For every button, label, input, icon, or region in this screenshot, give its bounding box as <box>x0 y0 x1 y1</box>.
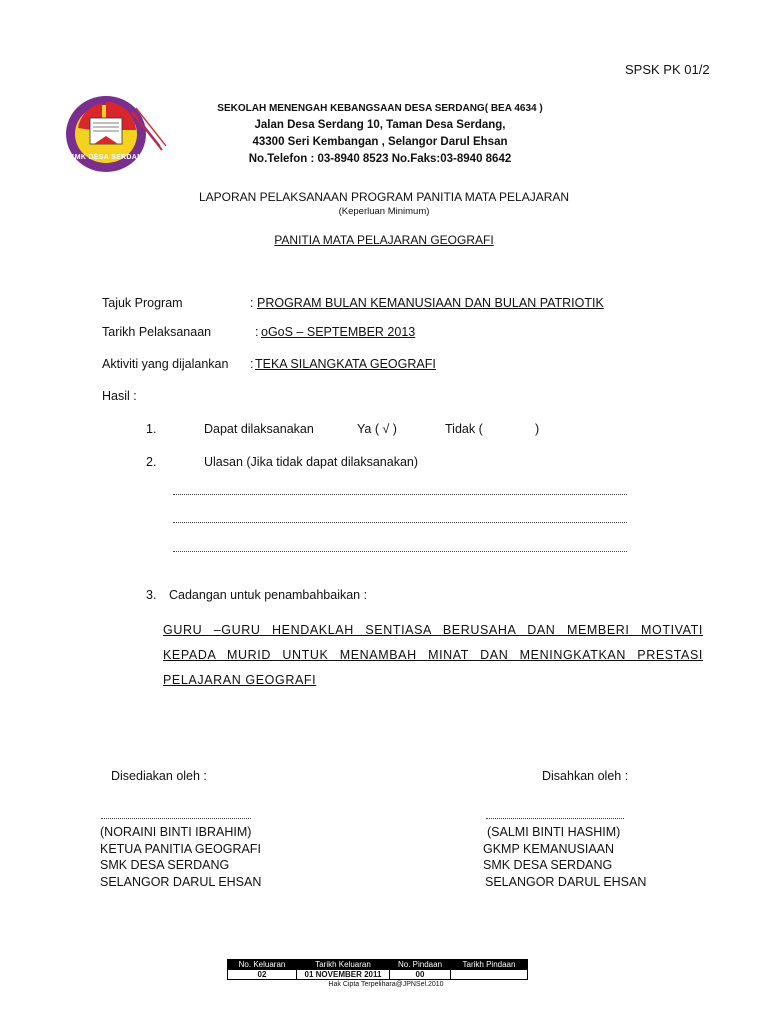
approved-by-heading: Disahkan oleh : <box>542 769 629 783</box>
item3-label: Cadangan untuk penambahbaikan : <box>169 588 368 602</box>
item1-label: Dapat dilaksanakan <box>204 422 314 436</box>
school-logo-emblem <box>62 92 166 176</box>
approved-state: SELANGOR DARUL EHSAN <box>485 874 647 889</box>
program-value: PROGRAM BULAN KEMANUSIAAN DAN BULAN PATRIOTIK <box>257 296 604 310</box>
approved-position: GKMP KEMANUSIAAN <box>483 841 615 856</box>
panitia-title: PANITIA MATA PELAJARAN GEOGRAFI <box>274 233 494 247</box>
cadangan-text: GURU –GURU HENDAKLAH SENTIASA BERUSAHA DAN MEMBERI MOTIVATI KEPADA MURID UNTUK MENAMBAH MINAT DAN MENINGKATKAN PRESTASI PELAJARAN GEOGRAFI <box>163 623 703 687</box>
prepared-signature-line <box>101 818 251 819</box>
date-colon: : <box>255 325 259 339</box>
logo-text: SMK DESA SERDANG <box>69 154 149 161</box>
prepared-school: SMK DESA SERDANG <box>100 858 230 872</box>
footer-values-row <box>228 970 528 980</box>
footer-header-cell: No. Keluaran <box>228 960 297 970</box>
prepared-by-heading: Disediakan oleh : <box>111 769 207 783</box>
school-phone: No.Telefon : 03-8940 8523 No.Faks:03-8940 8642 <box>248 153 512 165</box>
approved-school: SMK DESA SERDANG <box>483 858 613 872</box>
program-label: Tajuk Program <box>102 296 183 310</box>
date-label: Tarikh Pelaksanaan <box>102 325 212 339</box>
footer-header-cell: Tarikh Keluaran <box>297 960 390 970</box>
hasil-label: Hasil : <box>102 389 137 403</box>
footer-header-cell: No. Pindaan <box>390 960 451 970</box>
report-title: LAPORAN PELAKSANAAN PROGRAM PANITIA MATA PELAJARAN <box>198 190 570 204</box>
prepared-name: (NORAINI BINTI IBRAHIM) <box>100 825 252 839</box>
footer-header-row <box>228 960 528 970</box>
footer-value-cell: 00 <box>390 970 451 980</box>
document-code: SPSK PK 01/2 <box>625 62 710 77</box>
school-header <box>200 100 560 168</box>
school-address-line-1: Jalan Desa Serdang 10, Taman Desa Serdang, <box>254 119 506 131</box>
item2-label: Ulasan (Jika tidak dapat dilaksanakan) <box>204 455 419 469</box>
approved-by-block <box>483 824 646 890</box>
footer-value-cell <box>451 970 528 980</box>
activity-colon: : <box>250 357 254 371</box>
program-colon: : <box>250 296 254 310</box>
school-address-line-2: 43300 Seri Kembangan , Selangor Darul Ehsan <box>252 136 508 148</box>
ulasan-line-1 <box>173 494 627 495</box>
footer-header-cell: Tarikh Pindaan <box>451 960 528 970</box>
activity-label: Aktiviti yang dijalankan <box>102 357 229 371</box>
no-checkbox-close: ) <box>535 422 540 436</box>
prepared-state: SELANGOR DARUL EHSAN <box>100 874 262 889</box>
copyright-notice: Hak Cipta Terpelihara@JPNSel.2010 <box>328 981 444 988</box>
item3-number: 3. <box>146 588 157 602</box>
report-subtitle: (Keperluan Minimum) <box>338 206 430 217</box>
ulasan-line-2 <box>173 522 627 523</box>
ulasan-line-3 <box>173 551 627 552</box>
activity-value: TEKA SILANGKATA GEOGRAFI <box>255 357 436 371</box>
school-logo <box>62 92 166 176</box>
prepared-by-block <box>100 824 261 890</box>
approved-name: (SALMI BINTI HASHIM) <box>487 825 621 839</box>
footer-value-cell: 02 <box>228 970 297 980</box>
footer-value-cell: 01 NOVEMBER 2011 <box>297 970 390 980</box>
yes-checkbox: Ya ( √ ) <box>357 422 397 436</box>
item2-number: 2. <box>146 455 157 469</box>
no-checkbox-open: Tidak ( <box>445 422 483 436</box>
footer-table <box>227 959 528 980</box>
date-value: oGoS – SEPTEMBER 2013 <box>261 325 416 339</box>
prepared-position: KETUA PANITIA GEOGRAFI <box>100 841 261 856</box>
school-name: SEKOLAH MENENGAH KEBANGSAAN DESA SERDANG( BEA 4634 ) <box>217 103 543 114</box>
item1-number: 1. <box>146 422 157 436</box>
approved-signature-line <box>486 818 624 819</box>
